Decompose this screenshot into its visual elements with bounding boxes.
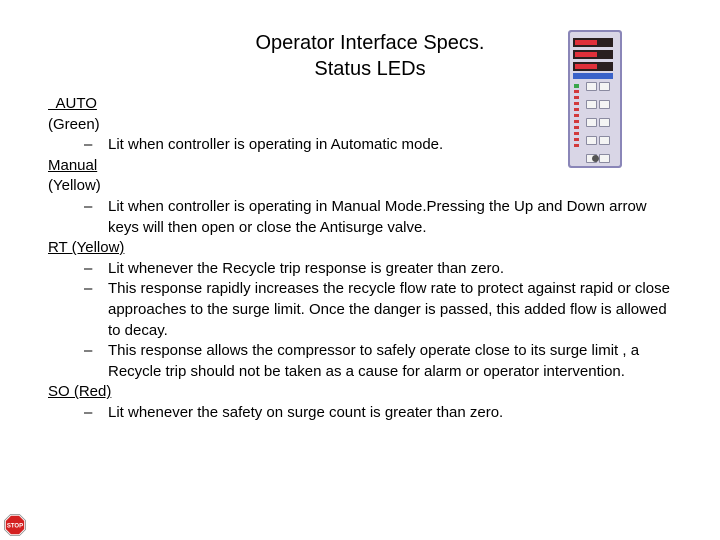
title-line-2: Status LEDs [314, 58, 426, 80]
rt-heading: RT (Yellow) [48, 239, 125, 257]
list-item: – Lit when controller is operating in Manual Mode.Pressing the Up and Down arrow keys will then open or close the Antisurge valve. [84, 197, 647, 236]
stop-label: STOP [6, 523, 24, 530]
list-item: – Lit whenever the Recycle trip response is greater than zero. [84, 259, 505, 277]
slide-title [200, 30, 540, 82]
list-item: – Lit whenever the safety on surge count is greater than zero. [84, 403, 504, 421]
manual-color: (Yellow) [48, 177, 101, 195]
list-item: – This response rapidly increases the recycle flow rate to protect against rapid or close approaches to the surge limit. Once the danger is passed, this added flow is allowed to decay. [84, 280, 670, 339]
auto-heading: AUTO [48, 95, 97, 112]
title-line-1: Operator Interface Specs. [255, 32, 485, 54]
list-item: – Lit when controller is operating in Automatic mode. [84, 136, 444, 154]
manual-heading: Manual [48, 156, 98, 174]
so-heading: SO (Red) [48, 383, 112, 401]
led-description-list [48, 94, 678, 424]
auto-color: (Green) [48, 115, 100, 133]
list-item: – This response allows the compressor to safely operate close to its surge limit , a Recycle trip should not be taken as a cause for alarm or operator intervention. [84, 342, 640, 380]
stop-sign-icon[interactable] [4, 514, 26, 536]
